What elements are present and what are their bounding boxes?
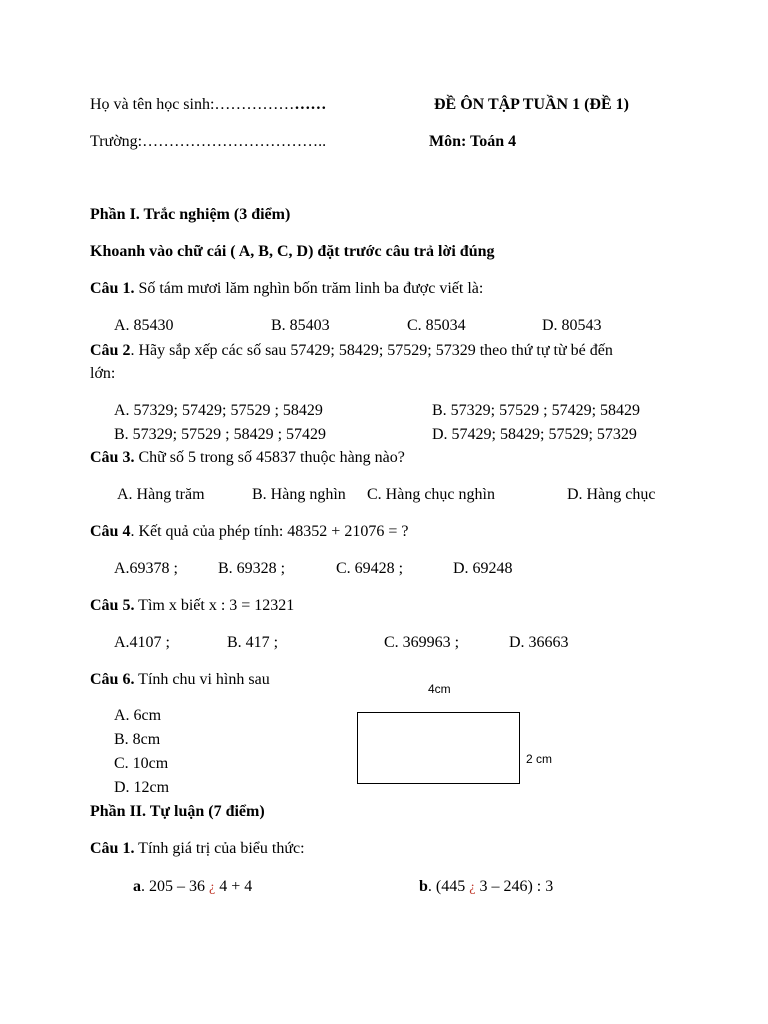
question-5-label: Câu 5. [90,597,135,614]
question-3-text: Chữ số 5 trong số 45837 thuộc hàng nào? [134,449,405,466]
expression-a-label: a [133,878,141,895]
expression-a-right: 4 + 4 [219,878,253,895]
school-line: Trường:…………………………….. [90,133,327,150]
q6-option-c[interactable]: C. 10cm [114,755,169,772]
q4-option-d[interactable]: D. 69248 [453,560,513,577]
q4-option-a[interactable]: A.69378 ; [114,560,178,577]
rectangle-figure [357,712,520,784]
q4-option-c[interactable]: C. 69428 ; [336,560,404,577]
q3-option-b[interactable]: B. Hàng nghìn [252,486,346,503]
q6-option-d[interactable]: D. 12cm [114,779,170,796]
question-1 [90,279,483,299]
question-5-text: Tìm x biết x : 3 = 12321 [134,597,295,614]
student-name-label: Họ và tên học sinh:…………… [90,96,295,113]
q2-option-b[interactable]: B. 57329; 57529 ; 57429; 58429 [432,402,641,419]
expression-b-right: 3 – 246) : 3 [479,878,554,895]
multiply-symbol-icon: ¿ [469,880,476,895]
q5-option-d[interactable]: D. 36663 [509,634,569,651]
q2-option-a[interactable]: A. 57329; 57429; 57529 ; 58429 [114,402,323,419]
expression-b-label: b [419,878,428,895]
subject-title: Môn: Toán 4 [429,133,517,150]
multiply-symbol-icon: ¿ [209,880,216,895]
question-4-text: . Kết quả của phép tính: 48352 + 21076 = ? [130,523,409,540]
rectangle-width-label: 2 cm [526,752,553,766]
q2-option-b2[interactable]: B. 57329; 57529 ; 58429 ; 57429 [114,426,327,443]
q1-option-c[interactable]: C. 85034 [407,317,466,334]
part1-heading: Phần I. Trắc nghiệm (3 điểm) [90,206,291,223]
question-2-text: . Hãy sắp xếp các số sau 57429; 58429; 57529; 57329 theo thứ tự từ bé đến [130,342,613,359]
student-name-line [90,95,326,115]
q6-option-b[interactable]: B. 8cm [114,731,161,748]
question-3-label: Câu 3. [90,449,135,466]
expression-a [133,877,252,898]
question-2 [90,341,613,361]
rectangle-length-label: 4cm [428,682,451,696]
q3-option-d[interactable]: D. Hàng chục [567,486,656,503]
essay-question-1 [90,839,305,859]
q5-option-a[interactable]: A.4107 ; [114,634,170,651]
q6-option-a[interactable]: A. 6cm [114,707,162,724]
essay-question-1-label: Câu 1. [90,840,135,857]
expression-b [419,877,553,898]
question-6 [90,670,270,690]
question-4-label: Câu 4 [90,523,131,540]
q5-option-b[interactable]: B. 417 ; [227,634,279,651]
part1-instruction: Khoanh vào chữ cái ( A, B, C, D) đặt trước câu trả lời đúng [90,243,495,260]
question-4 [90,522,408,542]
question-3 [90,448,405,468]
q2-option-d[interactable]: D. 57429; 58429; 57529; 57329 [432,426,637,443]
expression-b-left: . (445 [427,878,466,895]
question-2-text-cont: lớn: [90,365,116,382]
q1-option-d[interactable]: D. 80543 [542,317,602,334]
question-1-label: Câu 1. [90,280,135,297]
q1-option-b[interactable]: B. 85403 [271,317,330,334]
student-name-dots: …… [294,96,327,113]
question-6-text: Tính chu vi hình sau [134,671,270,688]
q3-option-a[interactable]: A. Hàng trăm [117,486,205,503]
q4-option-b[interactable]: B. 69328 ; [218,560,286,577]
question-2-label: Câu 2 [90,342,131,359]
q1-option-a[interactable]: A. 85430 [114,317,174,334]
exam-title: ĐỀ ÔN TẬP TUẦN 1 (ĐỀ 1) [434,96,629,113]
question-1-text: Số tám mươi lăm nghìn bốn trăm linh ba được viết là: [134,280,484,297]
question-5 [90,596,294,616]
essay-question-1-text: Tính giá trị của biểu thức: [134,840,305,857]
question-6-label: Câu 6. [90,671,135,688]
expression-a-left: . 205 – 36 [141,878,205,895]
q3-option-c[interactable]: C. Hàng chục nghìn [367,486,495,503]
q5-option-c[interactable]: C. 369963 ; [384,634,460,651]
part2-heading: Phần II. Tự luận (7 điểm) [90,803,265,820]
